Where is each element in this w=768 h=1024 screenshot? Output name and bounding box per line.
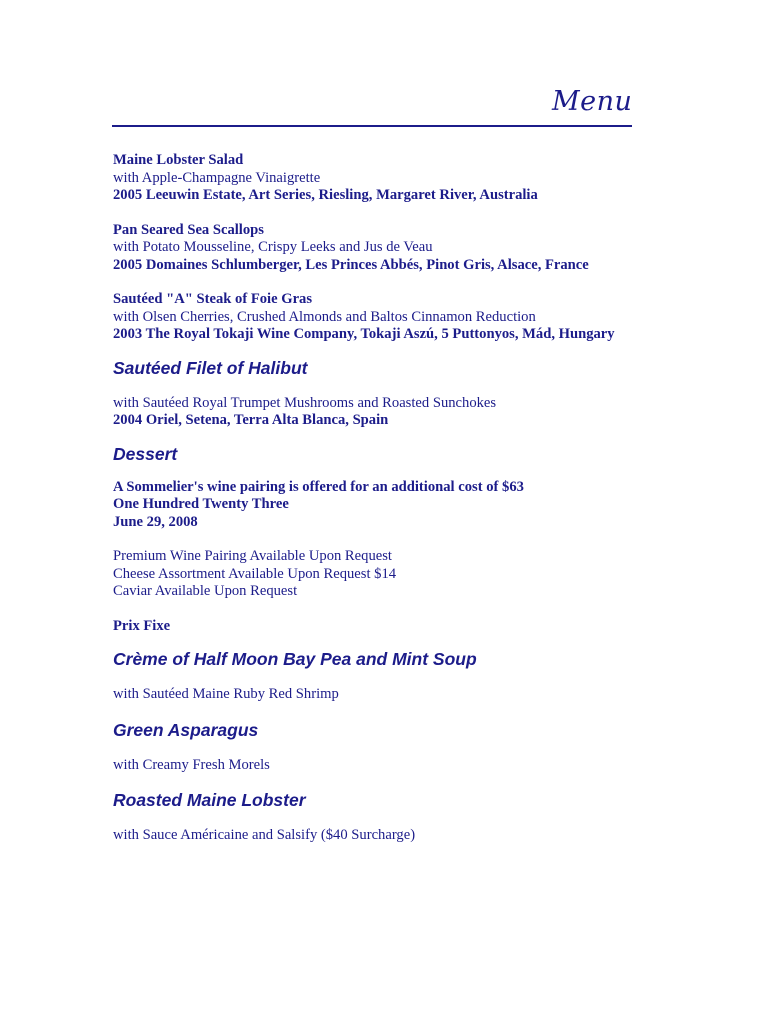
halibut-description: with Sautéed Royal Trumpet Mushrooms and Roasted Sunchokes bbox=[113, 394, 497, 411]
asparagus-heading: Green Asparagus bbox=[113, 719, 259, 740]
menu-date: June 29, 2008 bbox=[113, 513, 198, 530]
extra-premium-wine: Premium Wine Pairing Available Upon Request bbox=[113, 548, 392, 564]
halibut-heading: Sautéed Filet of Halibut bbox=[113, 357, 308, 378]
extra-cheese: Cheese Assortment Available Upon Request $14 bbox=[113, 565, 397, 582]
course-description: with Apple-Champagne Vinaigrette bbox=[113, 169, 321, 186]
extra-caviar: Caviar Available Upon Request bbox=[113, 583, 298, 599]
soup-description: with Sautéed Maine Ruby Red Shrimp bbox=[113, 686, 339, 702]
course-name: Maine Lobster Salad bbox=[113, 152, 244, 168]
price-in-words: One Hundred Twenty Three bbox=[113, 496, 289, 512]
soup-heading: Crème of Half Moon Bay Pea and Mint Soup bbox=[113, 649, 477, 669]
asparagus-description: with Creamy Fresh Morels bbox=[113, 756, 270, 773]
lobster-description: with Sauce Américaine and Salsify ($40 Surcharge) bbox=[113, 827, 416, 843]
header-divider bbox=[112, 125, 632, 127]
dessert-heading: Dessert bbox=[113, 443, 178, 464]
course-name: Pan Seared Sea Scallops bbox=[113, 221, 264, 238]
wine-pairing: 2005 Domaines Schlumberger, Les Princes Abbés, Pinot Gris, Alsace, France bbox=[113, 256, 589, 273]
pairing-offer: A Sommelier's wine pairing is offered for an additional cost of $63 bbox=[113, 478, 524, 495]
prix-fixe-label: Prix Fixe bbox=[113, 617, 171, 634]
menu-title: Menu bbox=[552, 86, 633, 117]
course-lobster-salad bbox=[113, 152, 733, 205]
halibut-wine-pairing: 2004 Oriel, Setena, Terra Alta Blanca, Spain bbox=[113, 412, 389, 428]
wine-pairing: 2005 Leeuwin Estate, Art Series, Riesling, Margaret River, Australia bbox=[113, 187, 538, 203]
course-description: with Potato Mousseline, Crispy Leeks and Jus de Veau bbox=[113, 239, 433, 255]
menu-content bbox=[113, 152, 733, 845]
course-sea-scallops bbox=[113, 222, 733, 275]
wine-pairing: 2003 The Royal Tokaji Wine Company, Tokaji Aszú, 5 Puttonyos, Mád, Hungary bbox=[113, 326, 615, 342]
lobster-heading: Roasted Maine Lobster bbox=[113, 790, 306, 810]
course-name: Sautéed "A" Steak of Foie Gras bbox=[113, 291, 313, 307]
course-foie-gras bbox=[113, 291, 733, 344]
course-description: with Olsen Cherries, Crushed Almonds and Baltos Cinnamon Reduction bbox=[113, 308, 536, 325]
